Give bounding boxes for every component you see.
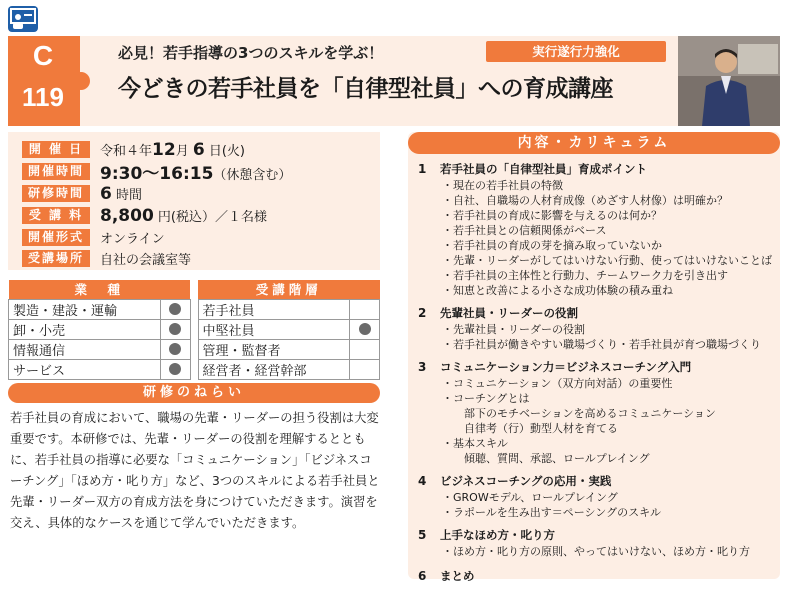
- course-code-number: 119: [22, 82, 64, 112]
- info-label: 研修時間: [22, 185, 90, 202]
- section-number: 1: [418, 162, 427, 176]
- industry-mark-cell: [160, 359, 190, 379]
- section-number: 6: [418, 569, 427, 583]
- industry-level-table: [8, 280, 380, 380]
- level-mark-cell: [350, 299, 380, 319]
- table-row: [9, 359, 380, 379]
- curriculum-item: ・GROWモデル、ロールプレイング: [442, 491, 618, 504]
- info-row-duration: [22, 184, 142, 203]
- section-title-text: コミュニケーション力＝ビジネスコーチング入門: [440, 360, 692, 374]
- curriculum-item: ・自社、自職場の人材育成像（めざす人材像）は明確か？: [442, 194, 728, 207]
- target-mark-icon: [169, 323, 181, 335]
- section-title: [418, 474, 778, 489]
- curriculum-item: 自律考（行）動型人材を育てる: [464, 422, 618, 435]
- section-number: 3: [418, 360, 427, 374]
- section-title: [418, 162, 778, 177]
- instructor-photo: [678, 36, 780, 126]
- level-cell: 若手社員: [198, 299, 350, 319]
- curriculum-section: [418, 528, 778, 559]
- info-label: 受 講 料: [22, 207, 90, 224]
- industry-cell: サービス: [9, 359, 161, 379]
- lecture-person-icon: [8, 6, 38, 32]
- info-value: 令和４年12月 6 日(火): [100, 139, 245, 160]
- table-row: [9, 319, 380, 339]
- level-mark-cell: [350, 319, 380, 339]
- curriculum-body: [418, 158, 778, 585]
- section-number: 2: [418, 306, 427, 320]
- info-value: 8,800 円(税込）／１名様: [100, 205, 267, 226]
- industry-header: 業 種: [9, 280, 191, 299]
- info-label: 開催形式: [22, 229, 90, 246]
- level-cell: 管理・監督者: [198, 339, 350, 359]
- curriculum-section: [418, 569, 778, 584]
- target-mark-icon: [169, 363, 181, 375]
- info-row-time: [22, 162, 292, 184]
- industry-cell: 製造・建設・運輸: [9, 299, 161, 319]
- curriculum-item: ・ほめ方・叱り方の原則、やってはいけない、ほめ方・叱り方: [442, 545, 750, 558]
- section-title-text: 若手社員の「自律型社員」育成ポイント: [440, 162, 647, 176]
- curriculum-section: [418, 474, 778, 520]
- info-row-venue: [22, 249, 191, 268]
- info-label: 開 催 日: [22, 141, 90, 158]
- curriculum-item: ・先輩・リーダーがしてはいけない行動、使ってはいけないことば: [442, 254, 772, 267]
- section-title: [418, 528, 778, 543]
- info-label: 受講場所: [22, 250, 90, 267]
- section-title: [418, 360, 778, 375]
- aims-heading: 研修のねらい: [8, 383, 380, 403]
- curriculum-heading: 内容・カリキュラム: [408, 132, 780, 154]
- curriculum-item: ・若手社員の主体性と行動力、チームワーク力を引き出す: [442, 269, 728, 282]
- section-title: [418, 569, 778, 584]
- info-value: 9:30～16:15（休憩含む）: [100, 164, 292, 184]
- section-title: [418, 306, 778, 321]
- curriculum-item: ・知恵と改善による小さな成功体験の積み重ね: [442, 284, 673, 297]
- course-title: 今どきの若手社員を「自律型社員」への育成講座: [118, 76, 613, 102]
- curriculum-item: 傾聴、質問、承認、ロールプレイング: [464, 452, 650, 465]
- info-row-fee: [22, 206, 267, 225]
- curriculum-item: ・先輩社員・リーダーの役割: [442, 323, 585, 336]
- table-row: [9, 299, 380, 319]
- level-cell: 経営者・経営幹部: [198, 359, 350, 379]
- info-row-format: [22, 228, 165, 247]
- section-number: 4: [418, 474, 427, 488]
- level-header: 受講階層: [198, 280, 380, 299]
- curriculum-section: [418, 360, 778, 466]
- curriculum-item: ・若手社員の育成の芽を摘み取っていないか: [442, 239, 662, 252]
- industry-mark-cell: [160, 319, 190, 339]
- target-mark-icon: [359, 323, 371, 335]
- curriculum-item: ・若手社員が働きやすい職場づくり・若手社員が育つ職場づくり: [442, 338, 761, 351]
- industry-cell: 情報通信: [9, 339, 161, 359]
- aims-text: 若手社員の育成において、職場の先輩・リーダーの担う役割は大変重要です。本研修では、先輩・リーダーの役割を理解するとともに、若手社員の指導に必要な「コミュニケーション」「ビジネスコーチング」「ほめ方・叱り方」など、3つのスキルによる若手社員と先輩・リーダー双方の育成方法を身につけていただきます。演習を交え、具体的なケースを通じて学んでいただきます。: [10, 411, 380, 530]
- industry-mark-cell: [160, 339, 190, 359]
- table-row: [9, 339, 380, 359]
- section-title-text: 上手なほめ方・叱り方: [440, 528, 555, 542]
- level-mark-cell: [350, 339, 380, 359]
- info-value: 自社の会議室等: [100, 253, 192, 268]
- target-mark-icon: [169, 303, 181, 315]
- curriculum-item: ・若手社員との信頼関係がベース: [442, 224, 607, 237]
- target-mark-icon: [169, 343, 181, 355]
- level-cell: 中堅社員: [198, 319, 350, 339]
- schedule-info-box: [8, 132, 380, 270]
- curriculum-section: [418, 162, 778, 298]
- section-number: 5: [418, 528, 427, 542]
- industry-cell: 卸・小売: [9, 319, 161, 339]
- section-title-text: まとめ: [440, 569, 475, 583]
- curriculum-item: 部下のモチベーションを高めるコミュニケーション: [464, 407, 716, 420]
- level-mark-cell: [350, 359, 380, 379]
- curriculum-item: ・コミュニケーション（双方向対話）の重要性: [442, 377, 673, 390]
- curriculum-item: ・若手社員の育成に影響を与えるのは何か？: [442, 209, 662, 222]
- info-label: 開催時間: [22, 163, 90, 180]
- section-title-text: ビジネスコーチングの応用・実践: [440, 474, 612, 488]
- curriculum-item: ・コーチングとは: [442, 392, 530, 405]
- category-badge: 実行遂行力強化: [486, 41, 666, 62]
- course-subtitle: 必見！若手指導の3つのスキルを学ぶ！: [118, 44, 384, 62]
- curriculum-item: ・現在の若手社員の特徴: [442, 179, 563, 192]
- curriculum-item: ・基本スキル: [442, 437, 508, 450]
- curriculum-item: ・ラポールを生み出す＝ペーシングのスキル: [442, 506, 661, 519]
- section-title-text: 先輩社員・リーダーの役割: [440, 306, 578, 320]
- info-value: オンライン: [100, 232, 165, 247]
- curriculum-section: [418, 306, 778, 352]
- info-row-date: [22, 140, 245, 159]
- info-value: 6 時間: [100, 183, 142, 204]
- course-code-letter: C: [32, 40, 54, 71]
- industry-mark-cell: [160, 299, 190, 319]
